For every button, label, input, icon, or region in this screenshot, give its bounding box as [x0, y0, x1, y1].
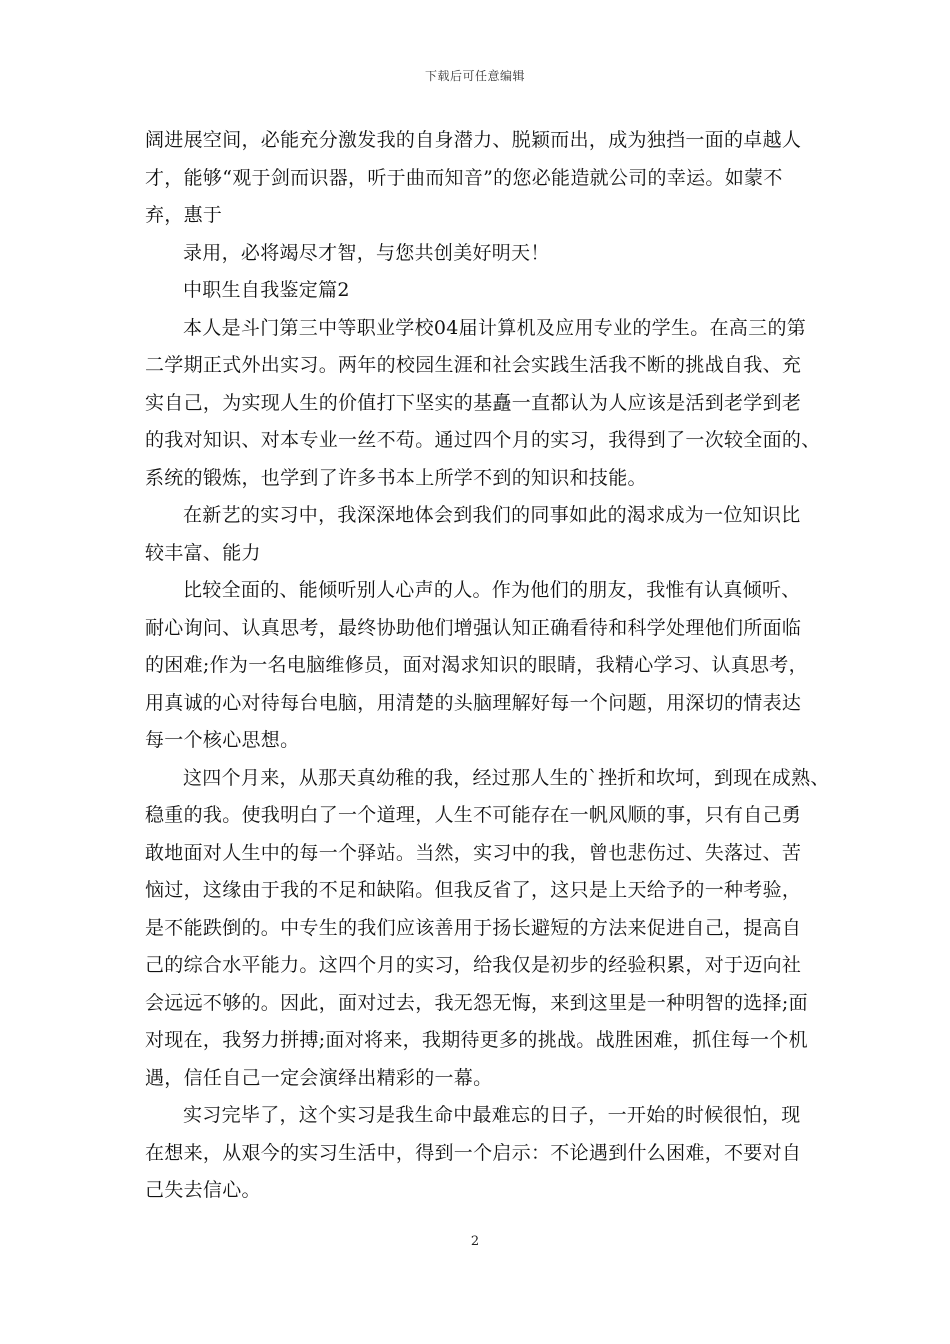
- page-number: 2: [470, 1234, 480, 1249]
- text-line: 阔进展空间，必能充分激发我的自身潜力、脱颖而出，成为独挡一面的卓越人: [145, 129, 802, 151]
- text-line: 在新艺的实习中，我深深地体会到我们的同事如此的渴求成为一位知识比: [183, 504, 801, 526]
- text-line: 的我对知识、对本专业一丝不苟。通过四个月的实习，我得到了一次较全面的、: [145, 429, 821, 451]
- text-line: 己失去信心。: [145, 1179, 261, 1201]
- text-line: 比较全面的、能倾听别人心声的人。作为他们的朋友，我惟有认真倾听、: [183, 579, 801, 601]
- text-line: 稳重的我。使我明白了一个道理，人生不可能存在一帆风顺的事，只有自己勇: [145, 804, 802, 826]
- text-line: 遇，信任自己一定会演绎出精彩的一幕。: [145, 1066, 493, 1089]
- text-line: 实自己，为实现人生的价值打下坚实的基矗一直都认为人应该是活到老学到老: [145, 391, 802, 414]
- section-heading: 中职生自我鉴定篇2: [183, 279, 350, 301]
- header-note: 下载后可任意编辑: [424, 69, 525, 83]
- text-line: 系统的锻炼，也学到了许多书本上所学不到的知识和技能。: [145, 466, 647, 489]
- body-text: [145, 122, 830, 1210]
- text-line: 较丰富、能力: [145, 541, 261, 564]
- text-line: 的困难;作为一名电脑维修员，面对渴求知识的眼睛，我精心学习、认真思考，: [145, 654, 808, 676]
- text-line: 用真诚的心对待每台电脑，用清楚的头脑理解好每一个问题，用深切的情表达: [145, 691, 802, 714]
- text-line: 恼过，这缘由于我的不足和缺陷。但我反省了，这只是上天给予的一种考验，: [145, 879, 802, 901]
- text-line: 本人是斗门第三中等职业学校04届计算机及应用专业的学生。在高三的第: [183, 316, 807, 339]
- text-line: 己的综合水平能力。这四个月的实习，给我仅是初步的经验积累，对于迈向社: [145, 954, 802, 976]
- text-line: 对现在，我努力拼搏;面对将来，我期待更多的挑战。战胜困难，抓住每一个机: [145, 1029, 808, 1051]
- text-line: 耐心询问、认真思考，最终协助他们增强认知正确看待和科学处理他们所面临: [145, 616, 802, 639]
- text-line: 录用，必将竭尽才智，与您共创美好明天！: [183, 241, 550, 264]
- text-line: 才，能够“观于剑而识器，听于曲而知音”的您必能造就公司的幸运。如蒙不: [145, 166, 783, 189]
- text-line: 二学期正式外出实习。两年的校园生涯和社会实践生活我不断的挑战自我、充: [145, 354, 802, 376]
- text-line: 敢地面对人生中的每一个驿站。当然，实习中的我，曾也悲伤过、失落过、苦: [145, 841, 802, 864]
- text-line: 是不能跌倒的。中专生的我们应该善用于扬长避短的方法来促进自己，提高自: [145, 916, 802, 939]
- text-line: 实习完毕了，这个实习是我生命中最难忘的日子，一开始的时候很怕，现: [183, 1104, 801, 1126]
- text-line: 在想来，从艰今的实习生活中，得到一个启示：不论遇到什么困难，不要对自: [145, 1141, 802, 1164]
- text-line: 会远远不够的。因此，面对过去，我无怨无悔，来到这里是一种明智的选择;面: [145, 991, 808, 1014]
- text-line: 弃，惠于: [145, 204, 223, 226]
- text-line: 每一个核心思想。: [145, 729, 300, 751]
- text-line: 这四个月来，从那天真幼稚的我，经过那人生的`挫折和坎坷，到现在成熟、: [183, 766, 830, 789]
